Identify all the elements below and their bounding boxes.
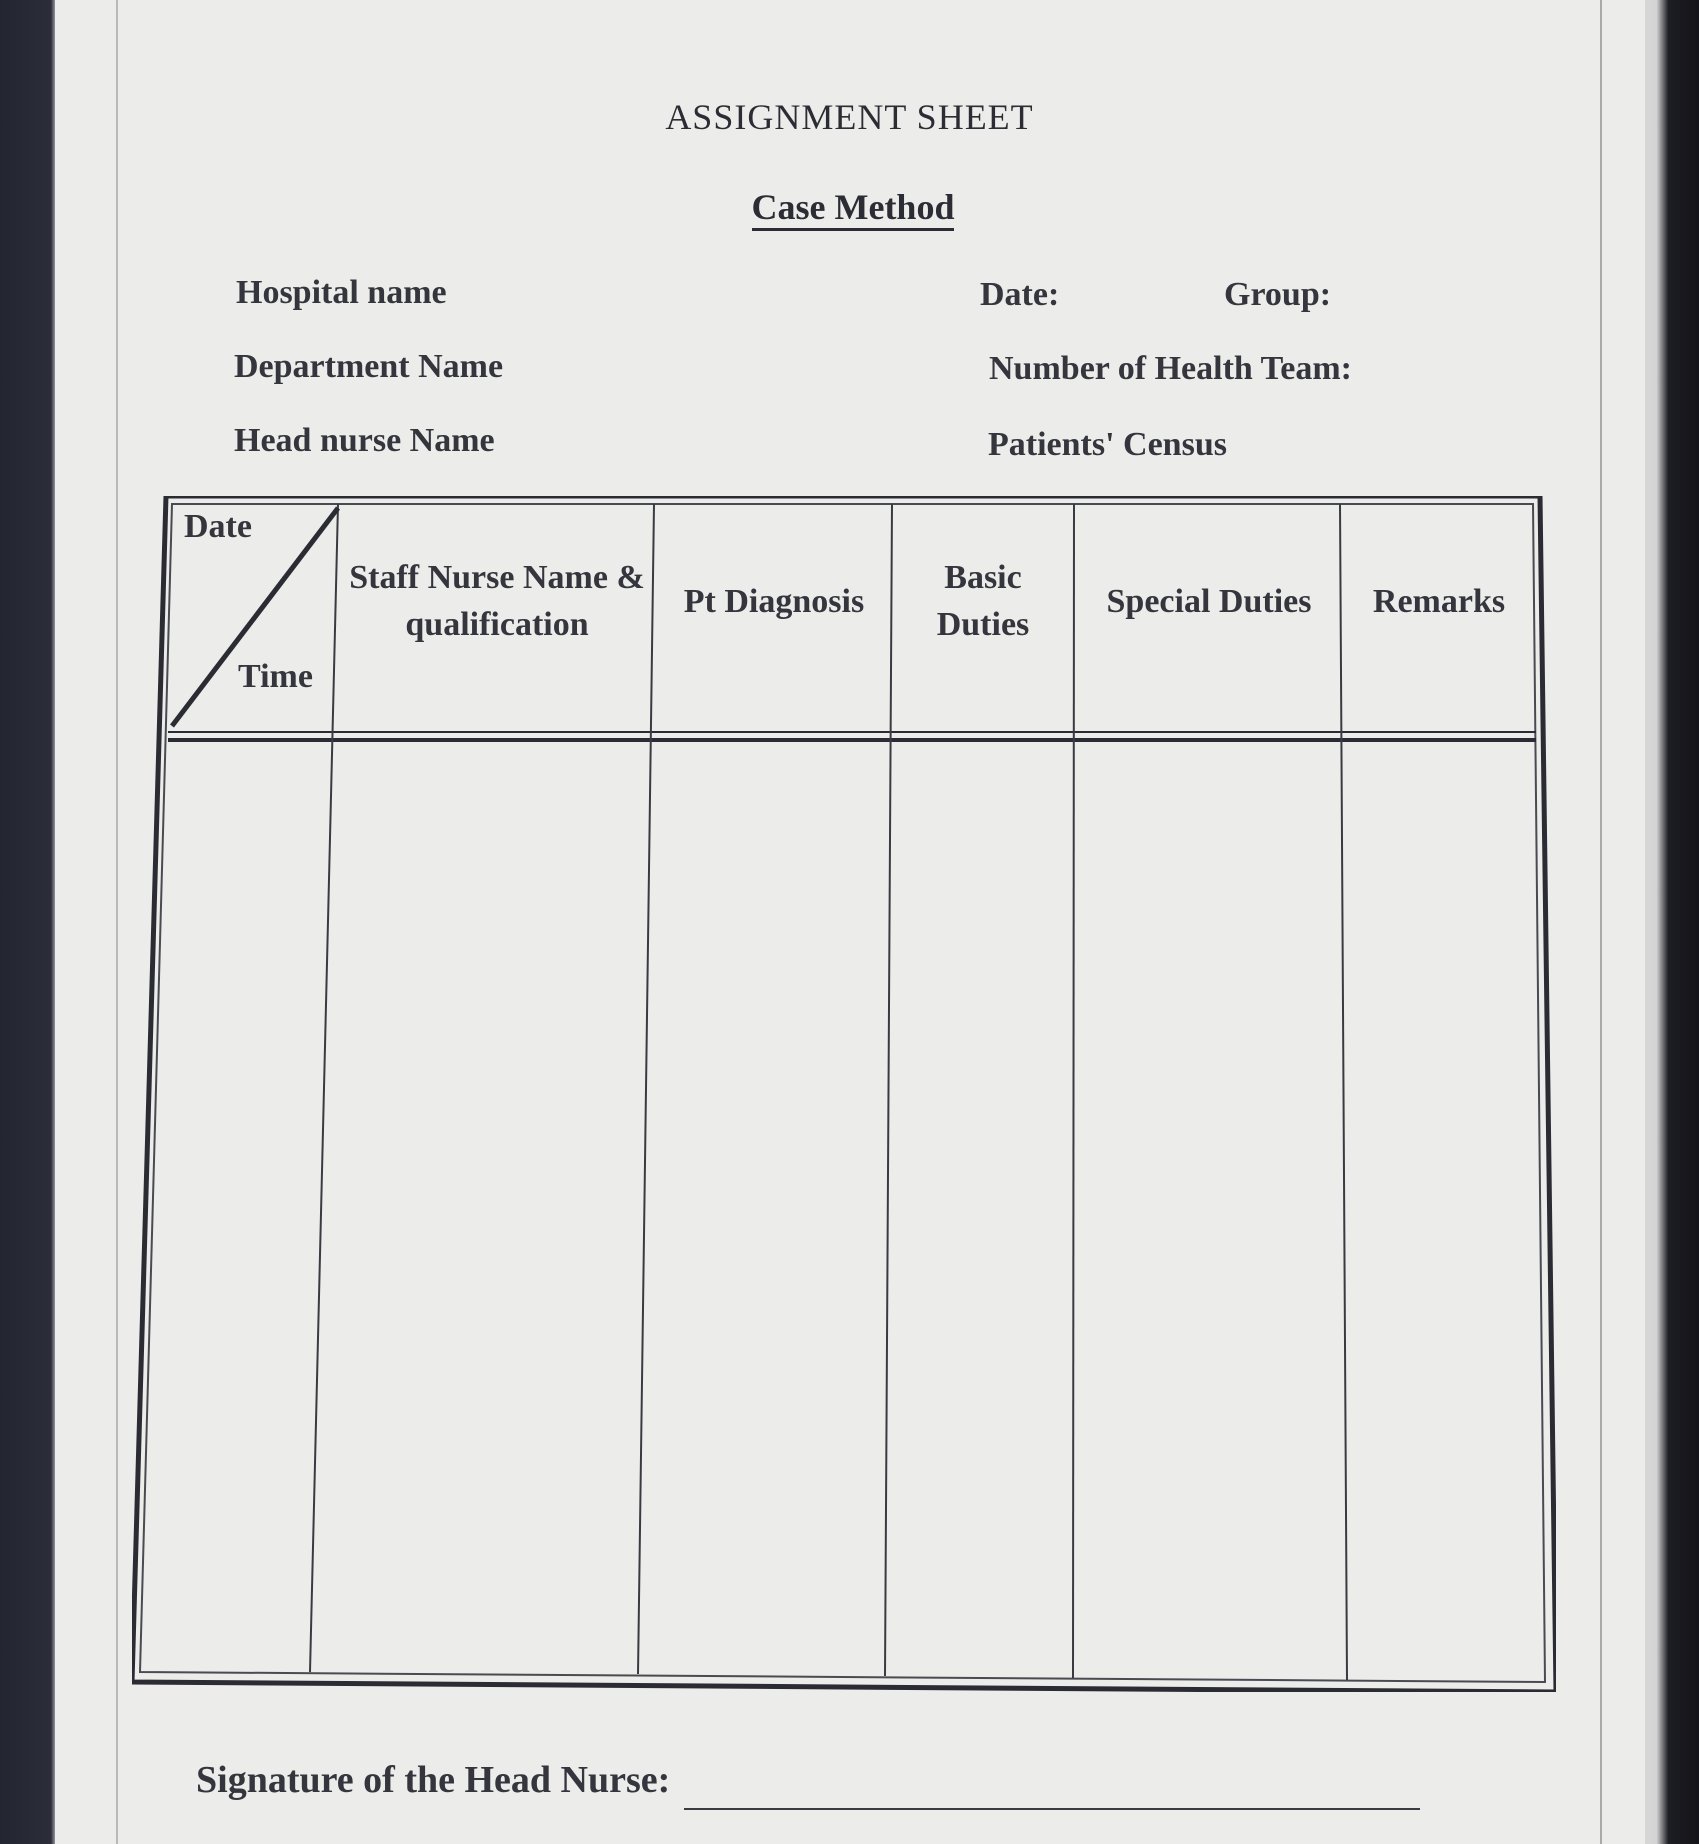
hospital-name-label: Hospital name bbox=[236, 274, 447, 311]
column-header-pt-diagnosis: Pt Diagnosis bbox=[683, 582, 865, 620]
column-header-special-duties: Special Duties bbox=[1106, 582, 1312, 620]
assignment-table bbox=[132, 496, 1556, 1692]
document-subtitle bbox=[0, 186, 1699, 228]
column-divider-3 bbox=[885, 504, 892, 1676]
date-label: Date: bbox=[980, 276, 1060, 313]
department-name-label: Department Name bbox=[234, 348, 504, 385]
corner-time-label: Time bbox=[238, 658, 313, 695]
document-title: ASSIGNMENT SHEET bbox=[665, 97, 1034, 137]
column-divider-4 bbox=[1073, 504, 1074, 1678]
column-divider-5 bbox=[1340, 504, 1347, 1680]
column-header-basic-duties: Basic Duties bbox=[936, 559, 1030, 643]
table-inner-border bbox=[140, 504, 1545, 1682]
column-header-remarks: Remarks bbox=[1372, 582, 1506, 620]
column-header-staff-nurse: Staff Nurse Name & qualification bbox=[349, 559, 645, 643]
health-team-label: Number of Health Team: bbox=[989, 350, 1352, 387]
head-nurse-name-label: Head nurse Name bbox=[234, 422, 495, 459]
column-divider-1 bbox=[310, 504, 338, 1672]
document-subtitle-text: Case Method bbox=[752, 187, 955, 231]
corner-date-label: Date bbox=[184, 508, 252, 545]
signature-label: Signature of the Head Nurse: bbox=[196, 1759, 671, 1801]
table-grid bbox=[132, 496, 1556, 1692]
table-outer-border bbox=[132, 496, 1556, 1692]
paper-border-right bbox=[1600, 0, 1602, 1844]
signature-line[interactable] bbox=[684, 1808, 1420, 1810]
census-label: Patients' Census bbox=[988, 426, 1227, 463]
group-label: Group: bbox=[1224, 276, 1332, 313]
column-divider-2 bbox=[638, 504, 654, 1674]
paper-border-left bbox=[116, 0, 118, 1844]
